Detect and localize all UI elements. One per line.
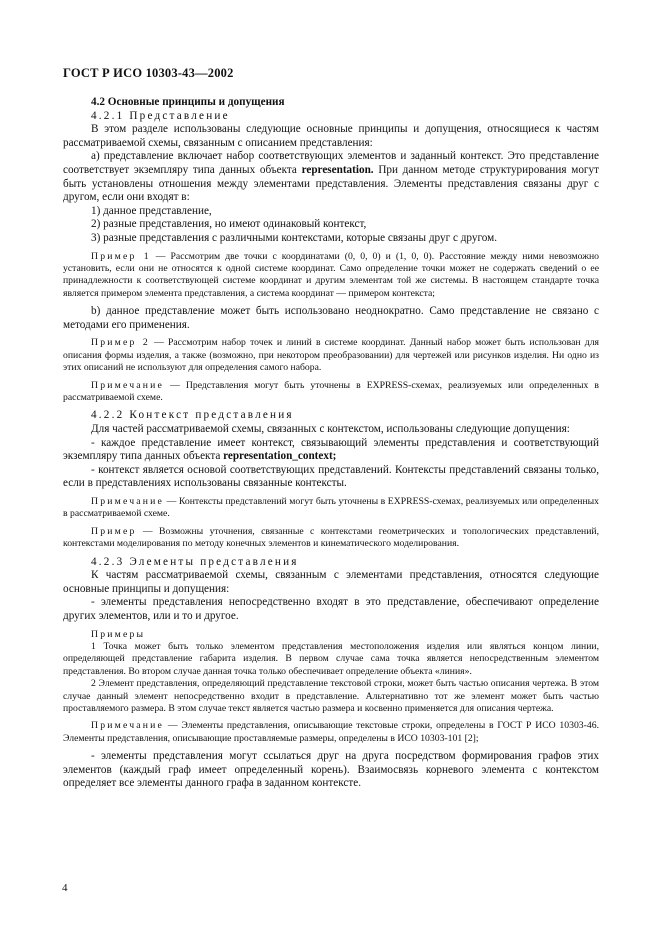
list-item: 2) разные представления, но имеют одинаковый контекст, bbox=[91, 218, 367, 231]
section-4-2-1-heading bbox=[63, 110, 599, 124]
section-4-2-3-intro: К частям рассматриваемой схемы, связанным с элементами представления, относятся следующие основные принципы и допущения: bbox=[63, 569, 599, 595]
item-a-paragraph bbox=[63, 150, 599, 204]
section-4-2-2-heading-text: 4.2.2 Контекст представления bbox=[91, 409, 294, 422]
example-2-label: Пример 2 bbox=[91, 337, 150, 349]
element-item-2: - элементы представления могут ссылаться друг на друга посредством формирования графов этих элементов (каждый граф имеет определенный корень). Взаимосвязь корневого элемента с контекстом определяет все элементы данного графа в заданном контексте. bbox=[63, 750, 599, 790]
page-number: 4 bbox=[62, 882, 68, 894]
item-a-post: При данном методе структурирования могут быть установлены отношения между элементами представления. Элементы представления связаны друг с другом, если они входят в: bbox=[63, 163, 599, 204]
note-label: Примечание bbox=[91, 720, 165, 732]
example-1 bbox=[63, 251, 599, 301]
note-text: — Контексты представлений могут быть уточнены в EXPRESS-схемах, реализуемых или определенных в рассматриваемой схеме. bbox=[63, 495, 599, 520]
section-4-2-1-heading-text: 4.2.1 Представление bbox=[91, 109, 230, 122]
list-item: 1) данное представление, bbox=[91, 204, 212, 217]
context-item-1 bbox=[63, 437, 599, 464]
example-1-text: — Рассмотрим две точки с координатами (0, 0, 0) и (1, 0, 0). Расстояние между ними невозможно установить, если они не относятся к одной системе координат. Само определение точки может не содержать сведений о ее принадлежности к соответствующей системе координат и другим элементам той же системы. В настоящем стандарте точка является примером элемента представления, а система координат — примером контекста; bbox=[63, 250, 600, 299]
section-4-2-3-heading bbox=[63, 556, 599, 570]
list-item: 3) разные представления с различными контекстами, которые связаны друг с другом. bbox=[91, 231, 498, 244]
section-4-2-2-heading bbox=[63, 409, 599, 423]
examples-label-line bbox=[63, 629, 599, 641]
examples-item-1: 1 Точка может быть только элементом представления местоположения изделия или являться концом линии, определяющей представление габарита изделия. В первом случае сама точка является непосредственным элементом представления. Во втором случае данная точка только обеспечивает определение объекта «линия». bbox=[63, 640, 599, 677]
context-item-2: - контекст является основой соответствующих представлений. Контексты представлений связаны только, если в представлениях использованы связанные контексты. bbox=[63, 463, 599, 490]
note-label: Примечание bbox=[91, 379, 165, 391]
examples-label: Примеры bbox=[91, 628, 146, 640]
item-b-paragraph: b) данное представление может быть использовано неоднократно. Само представление не связано с методами его применения. bbox=[63, 305, 599, 331]
example-label: Пример bbox=[91, 525, 137, 537]
note-4-2-2 bbox=[63, 496, 599, 521]
note-text: — Представления могут быть уточнены в EXPRESS-схемах, реализуемых или определенных в рассматриваемой схеме. bbox=[63, 379, 599, 403]
example-text: — Возможны уточнения, связанные с контекстами геометрических и топологических представлений, контекстами моделирования по методу конечных элементов и кинематического моделирования. bbox=[63, 525, 599, 550]
element-item-1: - элементы представления непосредственно входят в это представление, обеспечивают определение других элементов, или и то и другое. bbox=[63, 596, 599, 622]
example-1-label: Пример 1 bbox=[91, 250, 151, 262]
note-4-2-3 bbox=[63, 720, 599, 745]
item-a-pre: а) представление включает набор соответствующих элементов и заданный контекст. Это представление соответствует экземпляру типа данных объекта bbox=[63, 150, 599, 176]
document-header: ГОСТ Р ИСО 10303-43—2002 bbox=[63, 66, 234, 80]
item-a-entity: representation. bbox=[301, 163, 374, 176]
example-2-text: — Рассмотрим набор точек и линий в системе координат. Данный набор может быть использован для описания формы изделия, а также (возможно, при некотором преобразовании) для чертежей или рисунков изделия. Ни одно из этих описаний не используют для определения самого набора. bbox=[63, 337, 599, 374]
example-2 bbox=[63, 337, 599, 374]
section-4-2-3-heading-text: 4.2.3 Элементы представления bbox=[91, 555, 299, 568]
section-4-2-1-intro: В этом разделе использованы следующие основные принципы и допущения, относящиеся к частям рассматриваемой схемы, связанным с описанием представления: bbox=[63, 123, 599, 149]
context-item-1-pre: - каждое представление имеет контекст, связывающий элементы представления и соответствующий экземпляру типа данных объекта bbox=[63, 436, 599, 463]
context-item-1-entity: representation_context; bbox=[223, 450, 337, 463]
document-body bbox=[63, 96, 599, 791]
section-4-2-2-intro: Для частей рассматриваемой схемы, связанных с контекстом, использованы следующие допущения: bbox=[91, 422, 570, 435]
note-label: Примечание bbox=[91, 495, 165, 507]
note-4-2-1 bbox=[63, 380, 599, 405]
example-4-2-2 bbox=[63, 526, 599, 551]
note-text: — Элементы представления, описывающие текстовые строки, определены в ГОСТ Р ИСО 10303-46. Элементы представления, описывающие проставляемые размеры, определены в ИСО 10303-101 [2]; bbox=[63, 720, 599, 744]
examples-item-2: 2 Элемент представления, определяющий представление текстовой строки, может быть частью описания чертежа. В этом случае данный элемент непосредственно входит в представление. Альтернативно тот же элемент может быть частью проставляемого размера. В этом случае текст является частью размера и косвенно применяется для описания чертежа. bbox=[63, 678, 599, 714]
section-4-2-title: 4.2 Основные принципы и допущения bbox=[91, 96, 285, 108]
